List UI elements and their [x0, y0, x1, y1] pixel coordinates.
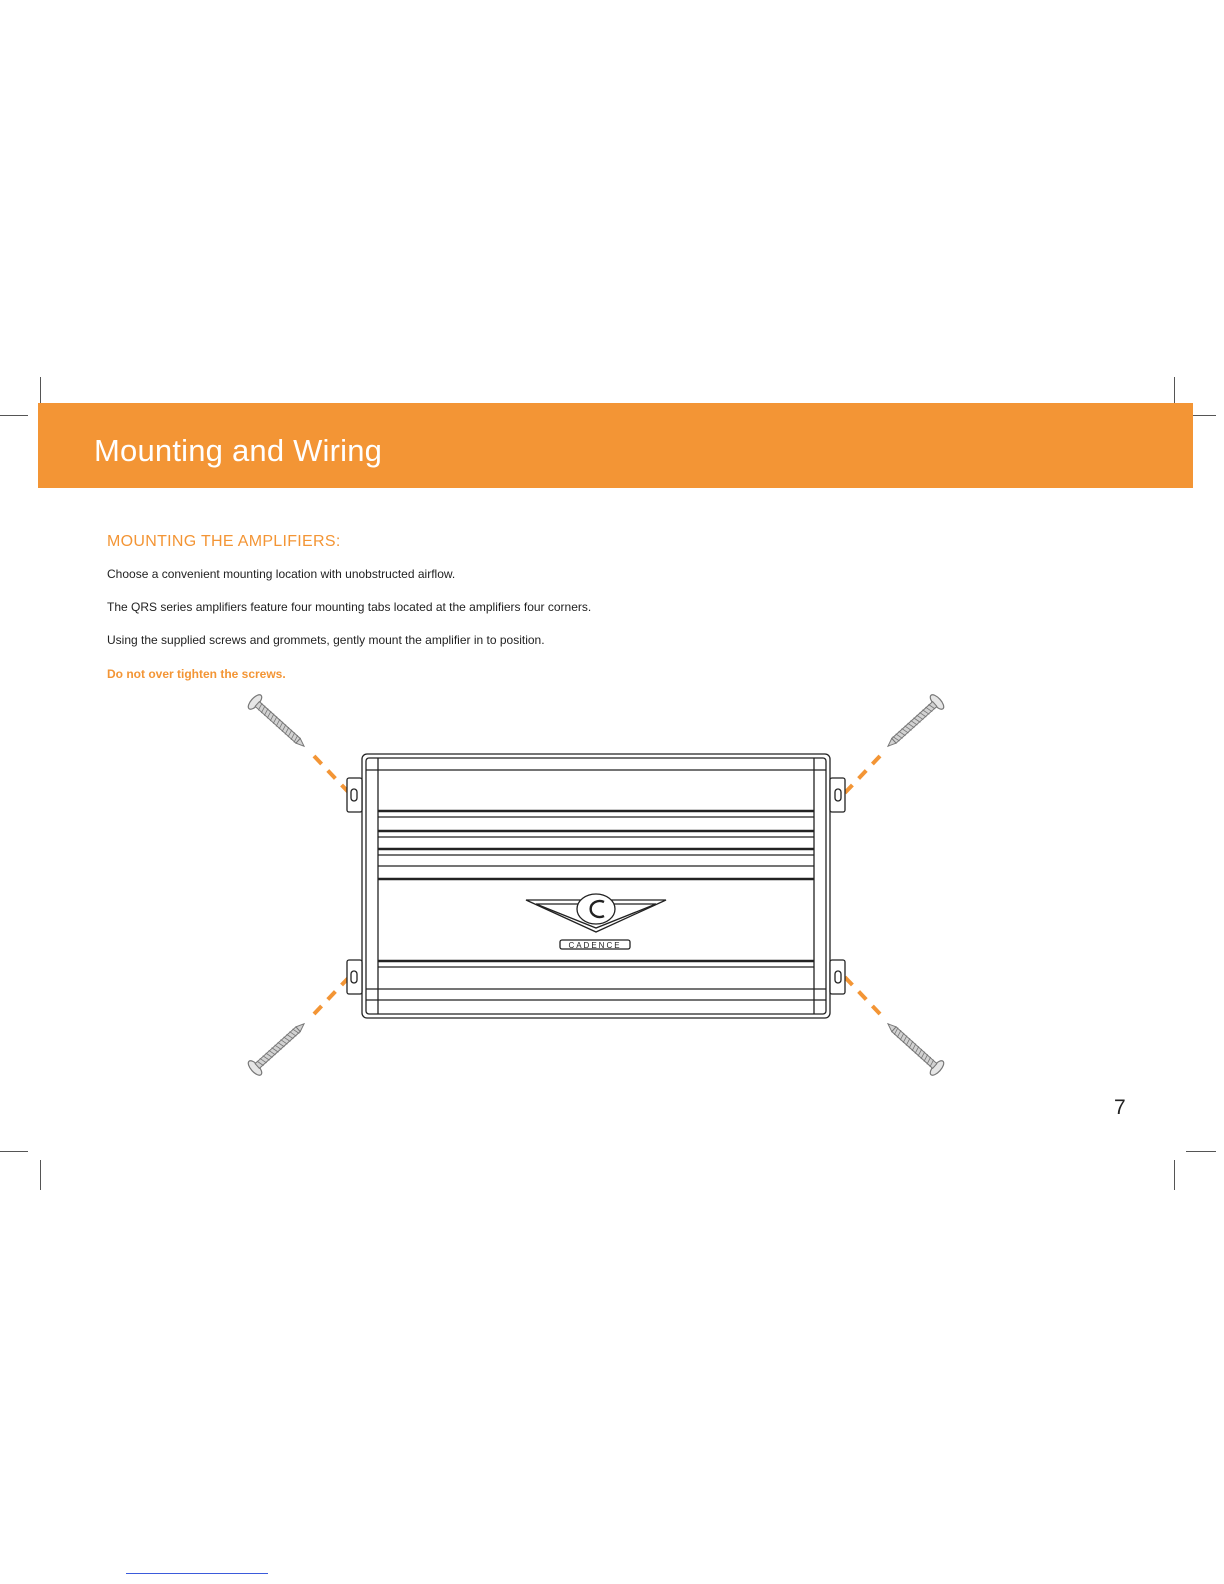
section-heading: MOUNTING THE AMPLIFIERS:	[107, 533, 341, 550]
amplifier-mounting-diagram	[240, 692, 960, 1082]
footer-rule	[126, 1573, 268, 1574]
crop-mark	[40, 1160, 41, 1190]
instruction-text: The QRS series amplifiers feature four mounting tabs located at the amplifiers four corners.	[107, 600, 592, 614]
instruction-text: Using the supplied screws and grommets, gently mount the amplifier in to position.	[107, 633, 545, 647]
screw-icon	[882, 693, 946, 753]
crop-mark	[1186, 1151, 1216, 1152]
warning-text: Do not over tighten the screws.	[107, 667, 286, 681]
section-banner	[38, 403, 1193, 488]
page-title: Mounting and Wiring	[94, 433, 383, 468]
screw-icon	[246, 693, 310, 753]
crop-mark	[0, 415, 28, 416]
screw-icon	[246, 1017, 310, 1077]
crop-mark	[0, 1151, 28, 1152]
page-number: 7	[1114, 1096, 1126, 1119]
logo-text: CADENCE	[568, 941, 622, 950]
amplifier-body	[347, 754, 845, 1018]
crop-mark	[1174, 1160, 1175, 1190]
screw-icon	[882, 1017, 946, 1077]
instruction-text: Choose a convenient mounting location with unobstructed airflow.	[107, 567, 456, 581]
guide-line	[840, 756, 880, 798]
guide-line	[840, 972, 880, 1014]
